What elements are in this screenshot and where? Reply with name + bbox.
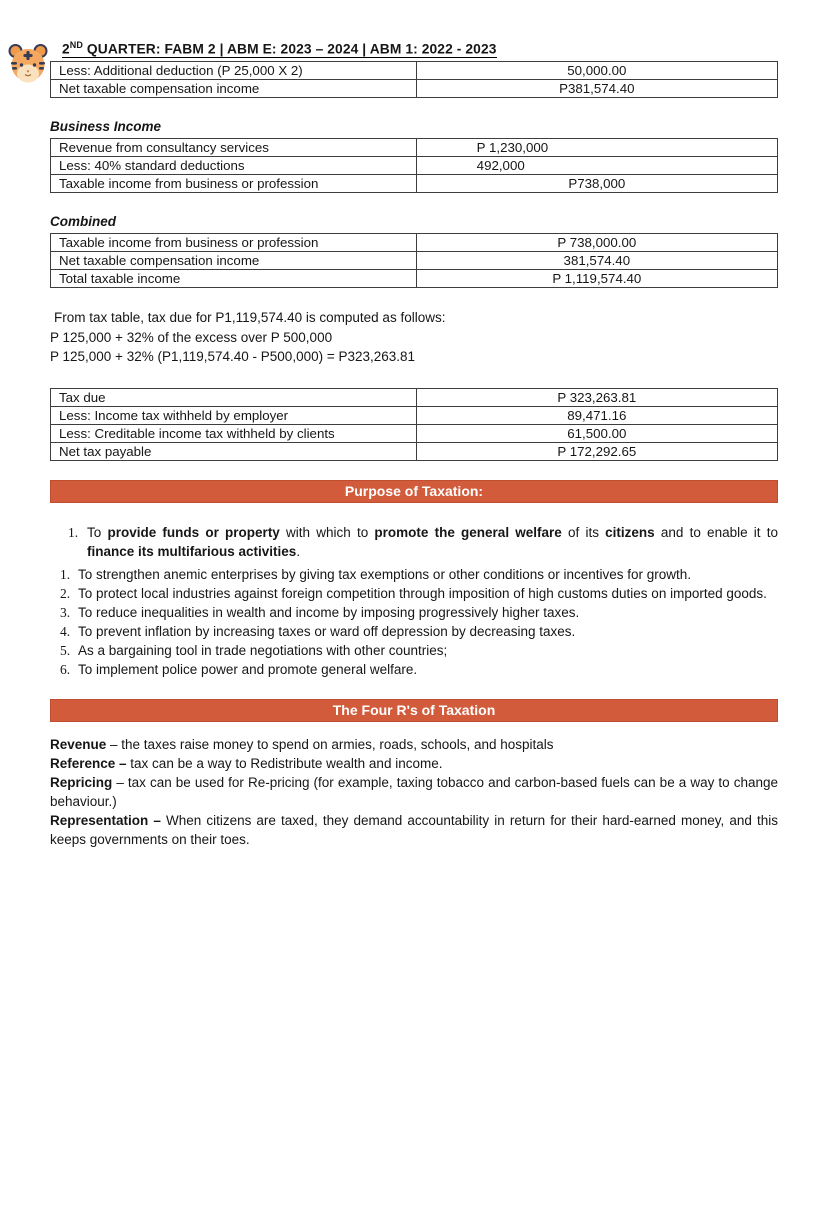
business-income-heading: Business Income (50, 119, 162, 135)
row-label: Total taxable income (51, 270, 417, 288)
combined-heading: Combined (50, 214, 116, 230)
computation-line: From tax table, tax due for P1,119,574.40 is computed as follows: (54, 310, 446, 326)
four-rs-banner (50, 699, 778, 722)
purpose-banner-label: Purpose of Taxation: (344, 482, 484, 499)
list-number: 6. (60, 661, 71, 677)
row-label: Tax due (51, 388, 417, 406)
tax-due-table (50, 388, 778, 461)
title-number: 2 (62, 41, 70, 57)
paragraph-repricing: Repricing – tax can be used for Re-pricing (for example, taxing tobacco and carbon-based fuels can be a way to change behaviour.) (50, 774, 778, 809)
table-row (51, 270, 778, 288)
row-value: P381,574.40 (416, 80, 777, 98)
title-text: QUARTER: FABM 2 | ABM E: 2023 – 2024 | ABM 1: 2022 - 2023 (82, 41, 497, 57)
list-number: 5. (60, 642, 71, 658)
table-row (51, 406, 778, 424)
row-label: Net taxable compensation income (51, 252, 417, 270)
row-label: Revenue from consultancy services (51, 139, 417, 157)
row-value: 492,000 (416, 157, 777, 175)
row-value: P738,000 (416, 175, 777, 193)
business-income-table (50, 138, 778, 193)
paragraph-reference: Reference – tax can be a way to Redistribute wealth and income. (50, 755, 443, 771)
row-value: 50,000.00 (416, 62, 777, 80)
four-rs-banner-label: The Four R's of Taxation (332, 701, 496, 718)
list-item (50, 603, 778, 622)
table-row (51, 139, 778, 157)
four-rs-paragraphs (50, 735, 778, 849)
table-row (51, 252, 778, 270)
row-label: Less: Creditable income tax withheld by clients (51, 424, 417, 442)
row-label: Less: Income tax withheld by employer (51, 406, 417, 424)
row-label: Net tax payable (51, 442, 417, 460)
list-item-text: As a bargaining tool in trade negotiations with other countries; (78, 642, 448, 658)
list-item-text: To reduce inequalities in wealth and income by imposing progressively higher taxes. (78, 604, 580, 620)
row-value: P 1,119,574.40 (416, 270, 777, 288)
list-item (50, 660, 778, 679)
row-label: Less: 40% standard deductions (51, 157, 417, 175)
table-row (51, 424, 778, 442)
list-item (50, 622, 778, 641)
purpose-secondary-list (50, 565, 778, 679)
page-title (62, 40, 778, 58)
computation-line: P 125,000 + 32% (P1,119,574.40 - P500,000) = P323,263.81 (50, 349, 416, 365)
table-row (51, 80, 778, 98)
tiger-logo-icon (8, 42, 48, 85)
row-value: P 1,230,000 (416, 139, 777, 157)
list-item-text: To provide funds or property with which to promote the general welfare of its citizens and to enable it to finance its multifarious activities. (87, 524, 779, 559)
table-row (51, 175, 778, 193)
table-row (51, 442, 778, 460)
list-number: 4. (60, 623, 71, 639)
row-value: P 323,263.81 (416, 388, 777, 406)
table-row (51, 157, 778, 175)
title-ordinal: ND (69, 40, 83, 50)
row-value: P 172,292.65 (416, 442, 777, 460)
table-row (51, 388, 778, 406)
purpose-banner (50, 480, 778, 503)
row-label: Taxable income from business or profession (51, 175, 417, 193)
list-number: 3. (60, 604, 71, 620)
row-value: 381,574.40 (416, 252, 777, 270)
table-row (51, 62, 778, 80)
list-item (50, 565, 778, 584)
list-item (50, 641, 778, 660)
list-number: 1. (68, 524, 79, 540)
purpose-primary-list (50, 523, 778, 561)
computation-line: P 125,000 + 32% of the excess over P 500,000 (50, 329, 333, 345)
list-number: 2. (60, 585, 71, 601)
row-value: P 738,000.00 (416, 234, 777, 252)
list-item-text: To prevent inflation by increasing taxes or ward off depression by decreasing taxes. (78, 623, 576, 639)
row-label: Taxable income from business or profession (51, 234, 417, 252)
list-item-text: To protect local industries against foreign competition through imposition of high customs duties on imported goods. (78, 585, 767, 601)
table-row (51, 234, 778, 252)
list-item-text: To strengthen anemic enterprises by giving tax exemptions or other conditions or incentives for growth. (78, 566, 692, 582)
list-item (50, 584, 778, 603)
row-label: Less: Additional deduction (P 25,000 X 2) (51, 62, 417, 80)
list-item (50, 523, 778, 561)
paragraph-representation: Representation – When citizens are taxed, they demand accountability in return for their hard-earned money, and this keeps governments on their toes. (50, 812, 779, 847)
tax-computation (50, 308, 778, 367)
compensation-table (50, 61, 778, 98)
document-page (0, 40, 828, 849)
paragraph-revenue: Revenue – the taxes raise money to spend on armies, roads, schools, and hospitals (50, 736, 554, 752)
row-label: Net taxable compensation income (51, 80, 417, 98)
list-item-text: To implement police power and promote general welfare. (78, 661, 418, 677)
row-value: 61,500.00 (416, 424, 777, 442)
list-number: 1. (60, 566, 71, 582)
combined-table (50, 233, 778, 288)
row-value: 89,471.16 (416, 406, 777, 424)
